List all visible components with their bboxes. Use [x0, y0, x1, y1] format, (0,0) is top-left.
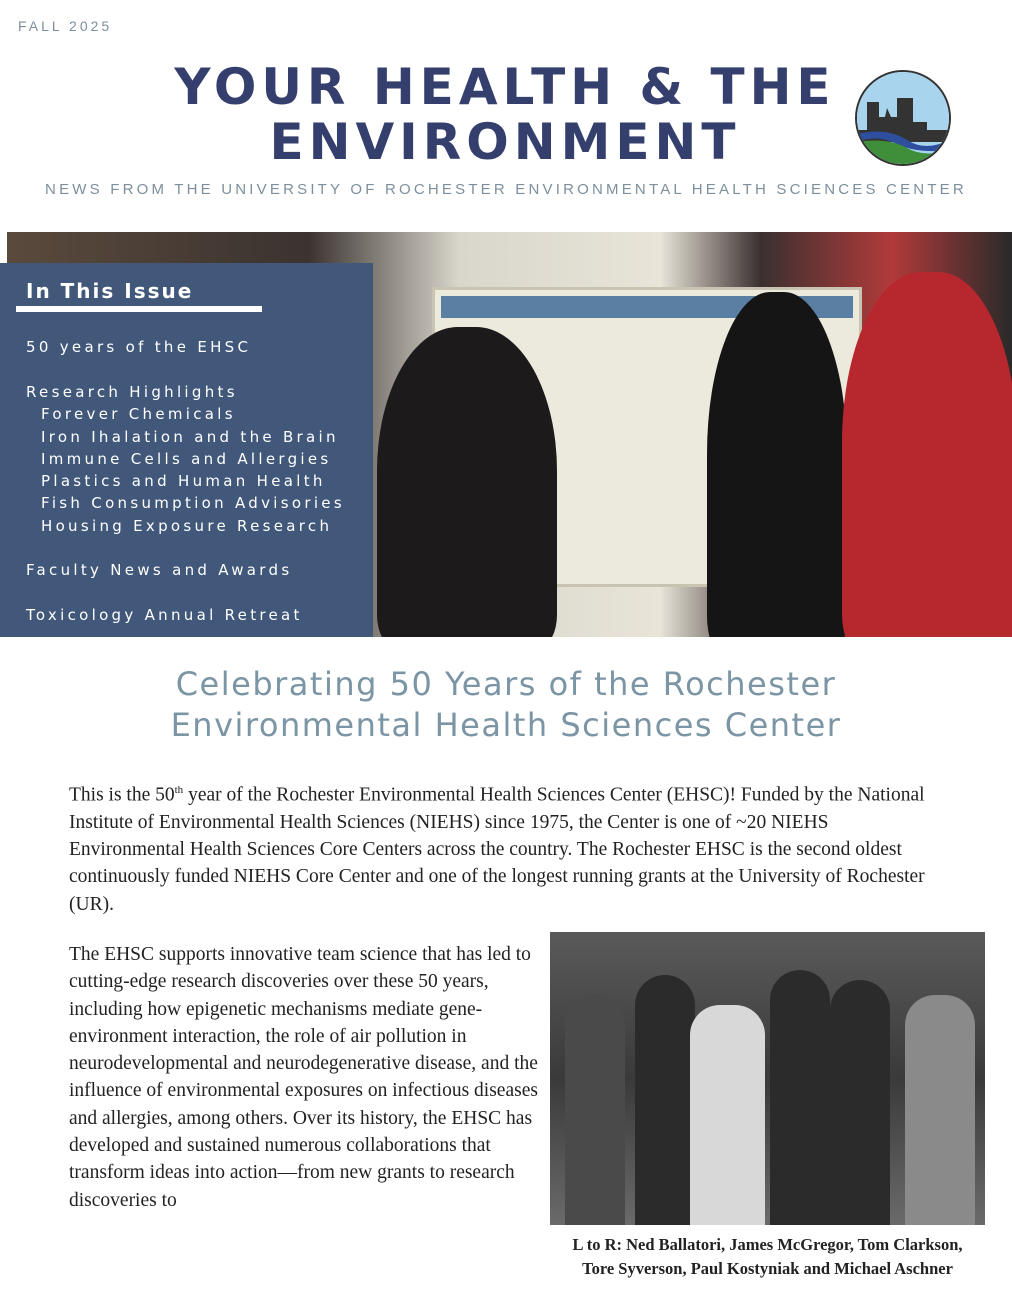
toc-subitem[interactable]: Forever Chemicals — [41, 405, 236, 423]
toc-item[interactable]: 50 years of the EHSC — [26, 338, 252, 356]
title-line-2: ENVIRONMENT — [269, 113, 741, 171]
person-figure — [635, 975, 695, 1225]
sidebar-divider — [16, 306, 262, 312]
city-skyline-logo-icon — [855, 70, 951, 166]
in-this-issue-panel — [0, 263, 373, 637]
sidebar-heading: In This Issue — [26, 279, 194, 303]
toc-subitem[interactable]: Iron Ihalation and the Brain — [41, 428, 339, 446]
toc-item[interactable]: Toxicology Annual Retreat — [26, 606, 303, 624]
person-figure — [690, 1005, 765, 1225]
newsletter-title — [120, 60, 890, 170]
newsletter-subtitle: NEWS FROM THE UNIVERSITY OF ROCHESTER ENVIRONMENTAL HEALTH SCIENCES CENTER — [45, 181, 967, 198]
heading-line-2: Environmental Health Sciences Center — [170, 706, 842, 744]
person-figure — [830, 980, 890, 1225]
toc-subitem[interactable]: Housing Exposure Research — [41, 517, 333, 535]
intro-paragraph — [69, 777, 939, 918]
person-figure — [842, 272, 1012, 637]
p1-text: This is the 50 — [69, 784, 175, 806]
photo-caption — [540, 1233, 995, 1281]
toc-subitem[interactable]: Fish Consumption Advisories — [41, 494, 345, 512]
person-figure — [377, 327, 557, 637]
superscript: th — [174, 784, 184, 796]
group-photo — [550, 932, 985, 1225]
person-figure — [905, 995, 975, 1225]
issue-season: FALL 2025 — [18, 18, 113, 34]
p1-text-cont: year of the Rochester Environmental Health Sciences Center (EHSC)! Funded by the National Institute of Environmental Health Sciences (NIEHS) since 1975, the Center is one of ~20 NIEHS Environmental Health Sciences Core Centers across the country. The Rochester EHSC is the second oldest continuously funded NIEHS Core Center and one of the longest running grants at the University of Rochester (UR). — [69, 784, 925, 915]
toc-item[interactable]: Research Highlights — [26, 383, 238, 401]
person-figure — [707, 292, 847, 637]
toc-subitem[interactable]: Plastics and Human Health — [41, 472, 326, 490]
article-heading — [0, 664, 1012, 746]
body-paragraph: The EHSC supports innovative team science that has led to cutting-edge research discoveries over these 50 years, including how epigenetic mechanisms mediate gene-environment interaction, the role of air pollution in neurodevelopmental and neurodegenerative disease, and the influence of environmental exposures on infectious diseases and allergies, among others. Over its history, the EHSC has developed and sustained numerous collaborations that transform ideas into action—from new grants to research discoveries to — [69, 944, 538, 1211]
caption-line-1: L to R: Ned Ballatori, James McGregor, Tom Clarkson, — [572, 1235, 963, 1254]
caption-line-2: Tore Syverson, Paul Kostyniak and Michael Aschner — [582, 1259, 953, 1278]
heading-line-1: Celebrating 50 Years of the Rochester — [175, 665, 837, 703]
toc-item[interactable]: Faculty News and Awards — [26, 561, 293, 579]
toc-subitem[interactable]: Immune Cells and Allergies — [41, 450, 332, 468]
person-figure — [565, 995, 625, 1225]
person-figure — [770, 970, 830, 1225]
title-line-1: YOUR HEALTH & THE — [174, 58, 836, 116]
